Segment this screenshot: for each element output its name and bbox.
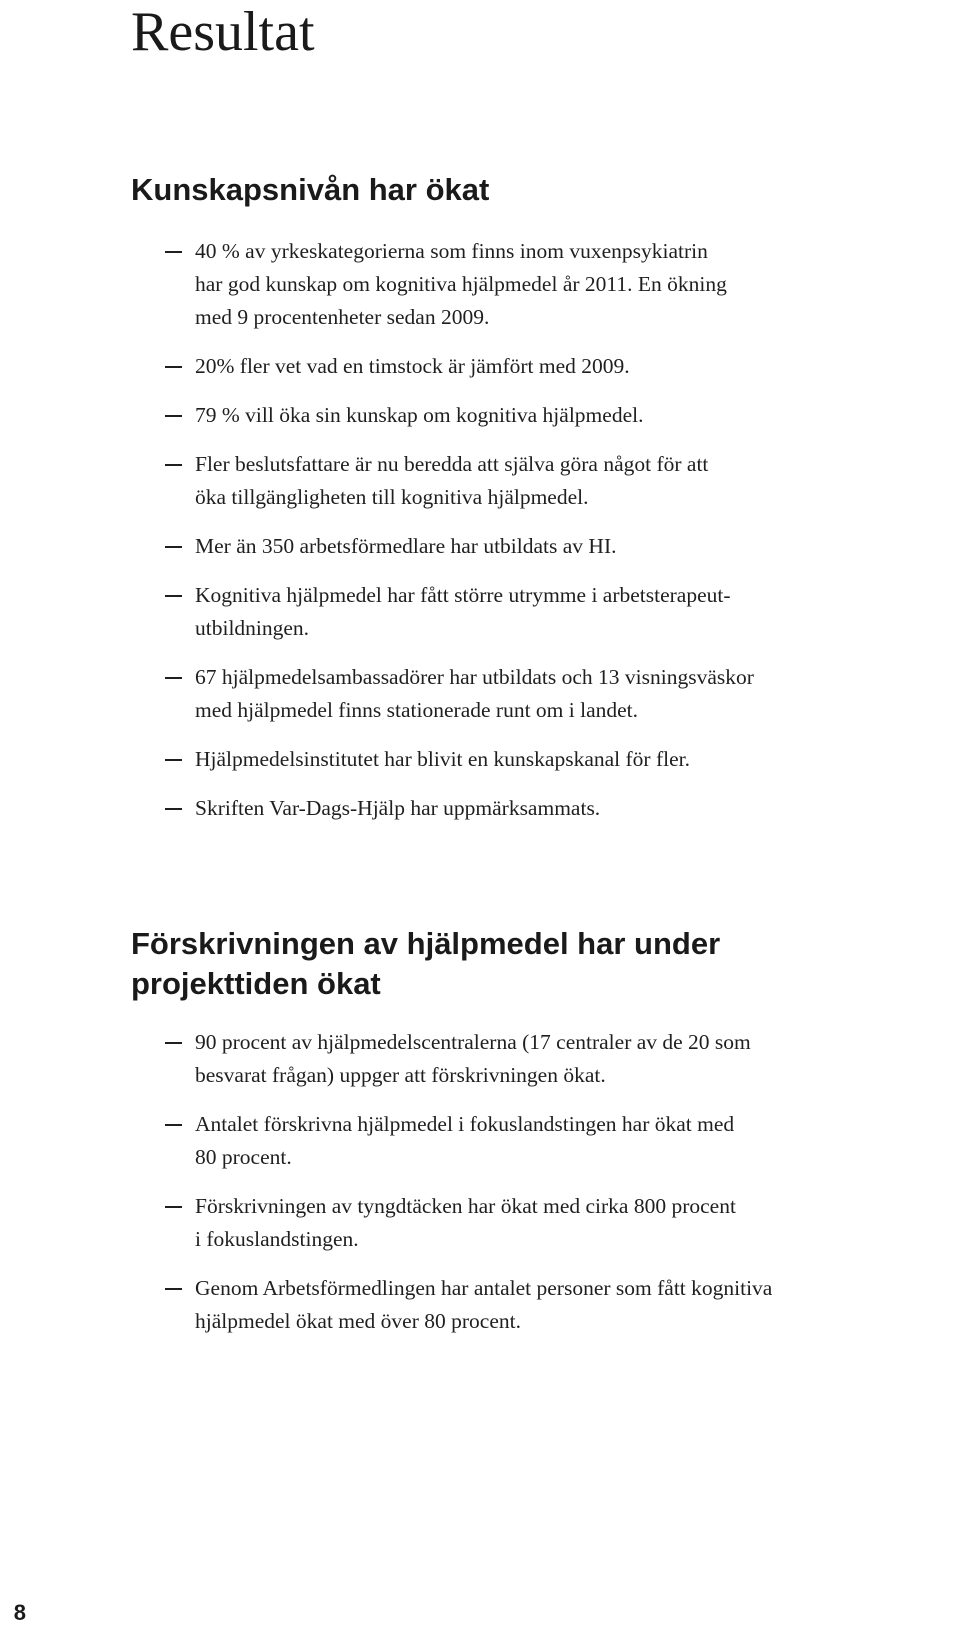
list-item: Fler beslutsfattare är nu beredda att själva göra något för att öka tillgängligheten till kognitiva hjälpmedel. [131,448,931,514]
list-item: 67 hjälpmedelsambassadörer har utbildats och 13 visningsväskor med hjälpmedel finns stationerade runt om i landet. [131,661,931,727]
page-number: 8 [13,1600,26,1625]
section-heading: Kunskapsnivån har ökat [131,172,490,207]
dash-bullet-icon [165,808,182,810]
dash-bullet-icon [165,1042,182,1044]
dash-bullet-icon [165,366,182,368]
list-item: 90 procent av hjälpmedelscentralerna (17 centraler av de 20 som besvarat frågan) uppger att förskrivningen ökat. [131,1026,931,1092]
page-title: Resultat [131,1,315,63]
bullet-list [131,1026,931,1338]
list-item: Antalet förskrivna hjälpmedel i fokuslandstingen har ökat med 80 procent. [131,1108,931,1174]
dash-bullet-icon [165,1124,182,1126]
dash-bullet-icon [165,1206,182,1208]
list-item: Genom Arbetsförmedlingen har antalet personer som fått kognitiva hjälpmedel ökat med över 80 procent. [131,1272,931,1338]
bullet-list [131,235,931,825]
dash-bullet-icon [165,595,182,597]
list-item: Kognitiva hjälpmedel har fått större utrymme i arbetsterapeut- utbildningen. [131,579,931,645]
dash-bullet-icon [165,1288,182,1290]
section-forskrivning [131,924,931,1338]
list-item: Skriften Var-Dags-Hjälp har uppmärksammats. [131,792,931,825]
dash-bullet-icon [165,759,182,761]
list-item: 79 % vill öka sin kunskap om kognitiva hjälpmedel. [131,399,931,432]
dash-bullet-icon [165,677,182,679]
list-item: Förskrivningen av tyngdtäcken har ökat med cirka 800 procent i fokuslandstingen. [131,1190,931,1256]
list-item: 20% fler vet vad en timstock är jämfört med 2009. [131,350,931,383]
section-kunskapsniva [131,170,931,825]
dash-bullet-icon [165,546,182,548]
list-item: Hjälpmedelsinstitutet har blivit en kunskapskanal för fler. [131,743,931,776]
section-heading: Förskrivningen av hjälpmedel har under projekttiden ökat [131,926,721,1001]
dash-bullet-icon [165,464,182,466]
dash-bullet-icon [165,415,182,417]
dash-bullet-icon [165,251,182,253]
list-item: Mer än 350 arbetsförmedlare har utbildats av HI. [131,530,931,563]
list-item: 40 % av yrkeskategorierna som finns inom vuxenpsykiatrin har god kunskap om kognitiva hjälpmedel år 2011. En ökning med 9 procentenheter sedan 2009. [131,235,931,334]
